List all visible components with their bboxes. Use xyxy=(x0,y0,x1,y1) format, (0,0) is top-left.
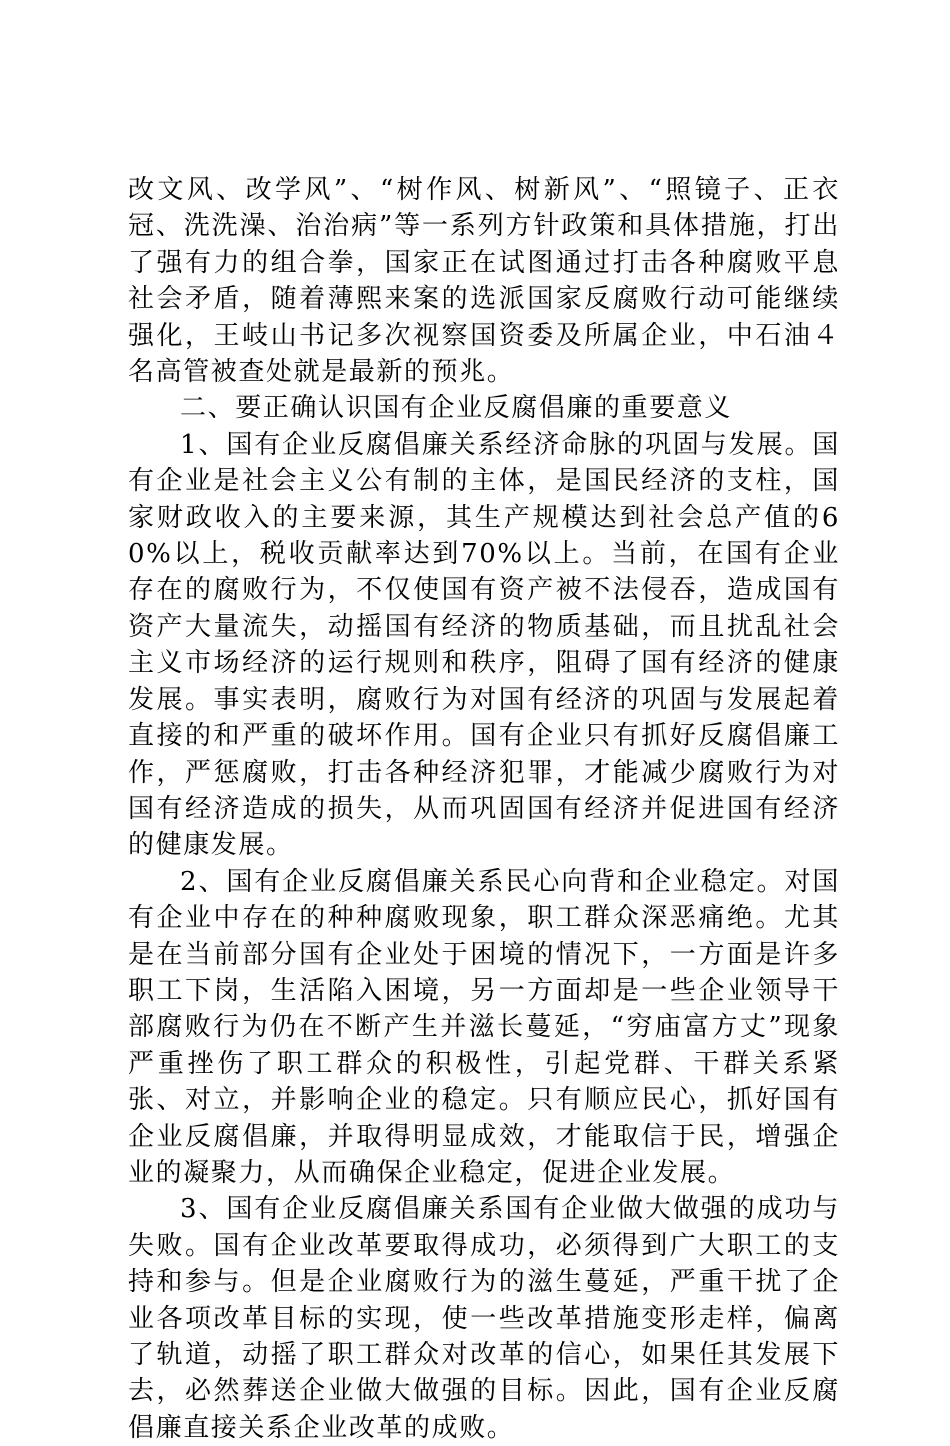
paragraph-point-1: 1、国有企业反腐倡廉关系经济命脉的巩固与发展。国有企业是社会主义公有制的主体，是国民经济的支柱，国家财政收入的主要来源，其生产规模达到社会总产值的60%以上，税收贡献率达到70%以上。当前，在国有企业存在的腐败行为，不仅使国有资产被不法侵吞，造成国有资产大量流失，动摇国有经济的物质基础，而且扰乱社会主义市场经济的运行规则和秩序，阻碍了国有经济的健康发展。事实表明，腐败行为对国有经济的巩固与发展起着直接的和严重的破坏作用。国有企业只有抓好反腐倡廉工作，严惩腐败，打击各种经济犯罪，才能减少腐败行为对国有经济造成的损失，从而巩固国有经济并促进国有经济的健康发展。 xyxy=(128,429,840,861)
paragraph-point-3: 3、国有企业反腐倡廉关系国有企业做大做强的成功与失败。国有企业改革要取得成功，必须得到广大职工的支持和参与。但是企业腐败行为的滋生蔓延，严重干扰了企业各项改革目标的实现，使一些改革措施变形走样，偏离了轨道，动摇了职工群众对改革的信心，如果任其发展下去，必然葬送企业做大做强的目标。因此，国有企业反腐倡廉直接关系企业改革的成败。 xyxy=(128,1194,840,1443)
paragraph-point-2: 2、国有企业反腐倡廉关系民心向背和企业稳定。对国有企业中存在的种种腐败现象，职工群众深恶痛绝。尤其是在当前部分国有企业处于困境的情况下，一方面是许多职工下岗，生活陷入困境，另一方面却是一些企业领导干部腐败行为仍在不断产生并滋长蔓延，“穷庙富方丈”现象严重挫伤了职工群众的积极性，引起党群、干群关系紧张、对立，并影响企业的稳定。只有顺应民心，抓好国有企业反腐倡廉，并取得明显成效，才能取信于民，增强企业的凝聚力，从而确保企业稳定，促进企业发展。 xyxy=(128,866,840,1188)
body-text xyxy=(128,172,840,1446)
section-heading: 二、要正确认识国有企业反腐倡廉的重要意义 xyxy=(180,393,733,424)
paragraph-continuation: 改文风、改学风”、“树作风、树新风”、“照镜子、正衣冠、洗洗澡、治治病”等一系列方针政策和具体措施，打出了强有力的组合拳，国家正在试图通过打击各种腐败平息社会矛盾，随着薄熙来案的选派国家反腐败行动可能继续强化，王岐山书记多次视察国资委及所属企业，中石油４名高管被查处就是最新的预兆。 xyxy=(128,175,840,388)
